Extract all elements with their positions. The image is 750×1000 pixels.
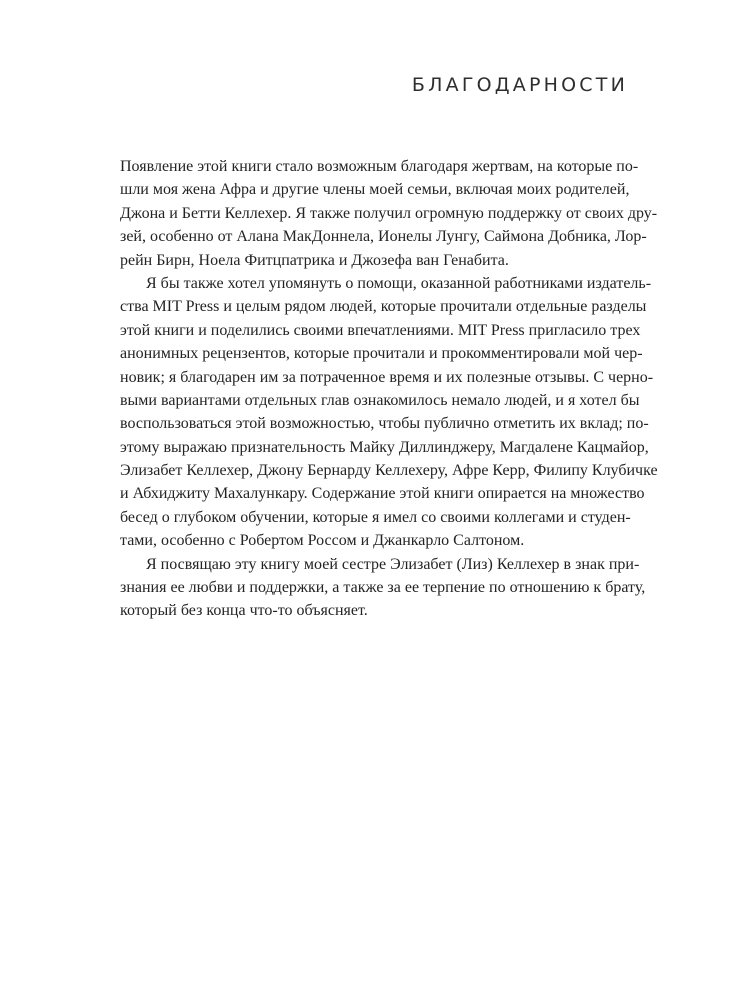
text-line: новик; я благодарен им за потраченное время и их полезные отзывы. С черно-	[120, 368, 654, 386]
text-line: рейн Бирн, Ноела Фитцпатрика и Джозефа ван Генабита.	[120, 251, 509, 269]
text-line: Джона и Бетти Келлехер. Я также получил огромную поддержку от своих дру-	[120, 204, 658, 222]
chapter-heading: БЛАГОДАРНОСТИ	[411, 74, 628, 96]
text-line: этой книги и поделились своими впечатлениями. MIT Press пригласило трех	[120, 321, 641, 339]
text-line: шли моя жена Афра и другие члены моей семьи, включая моих родителей,	[120, 181, 630, 199]
text-line: Появление этой книги стало возможным благодаря жертвам, на которые по-	[120, 158, 639, 175]
text-line: и Абхиджиту Махалункару. Содержание этой книги опирается на множество	[120, 485, 645, 503]
paragraph-3	[120, 553, 646, 623]
text-line: Я бы также хотел упомянуть о помощи, оказанной работниками издатель-	[146, 274, 652, 292]
text-line: анонимных рецензентов, которые прочитали и прокомментировали мой чер-	[120, 345, 643, 363]
text-line: который без конца что-то объясняет.	[120, 602, 368, 620]
text-line: ства MIT Press и целым рядом людей, которые прочитали отдельные разделы	[120, 298, 647, 316]
paragraph-2	[120, 272, 658, 553]
text-line: тами, особенно с Робертом Россом и Джанкарло Салтоном.	[120, 532, 525, 550]
text-line: воспользоваться этой возможностью, чтобы публично отметить их вклад; по-	[120, 415, 649, 433]
paragraph-1	[120, 155, 658, 272]
text-line: бесед о глубоком обучении, которые я имел со своими коллегами и студен-	[120, 508, 631, 526]
text-line: выми вариантами отдельных глав ознакомилось немало людей, и я хотел бы	[120, 391, 640, 409]
text-line: Элизабет Келлехер, Джону Бернарду Келлехеру, Афре Керр, Филипу Клубичке	[120, 462, 658, 480]
text-line: знания ее любви и поддержки, а также за ее терпение по отношению к брату,	[120, 579, 646, 597]
text-line: зей, особенно от Алана МакДоннела, Ионелы Лунгу, Саймона Добника, Лор-	[120, 228, 647, 246]
acknowledgements-text	[120, 155, 658, 623]
text-line: этому выражаю признательность Майку Диллинджеру, Магдалене Кацмайор,	[120, 438, 649, 456]
text-line: Я посвящаю эту книгу моей сестре Элизабет (Лиз) Келлехер в знак при-	[146, 555, 640, 573]
